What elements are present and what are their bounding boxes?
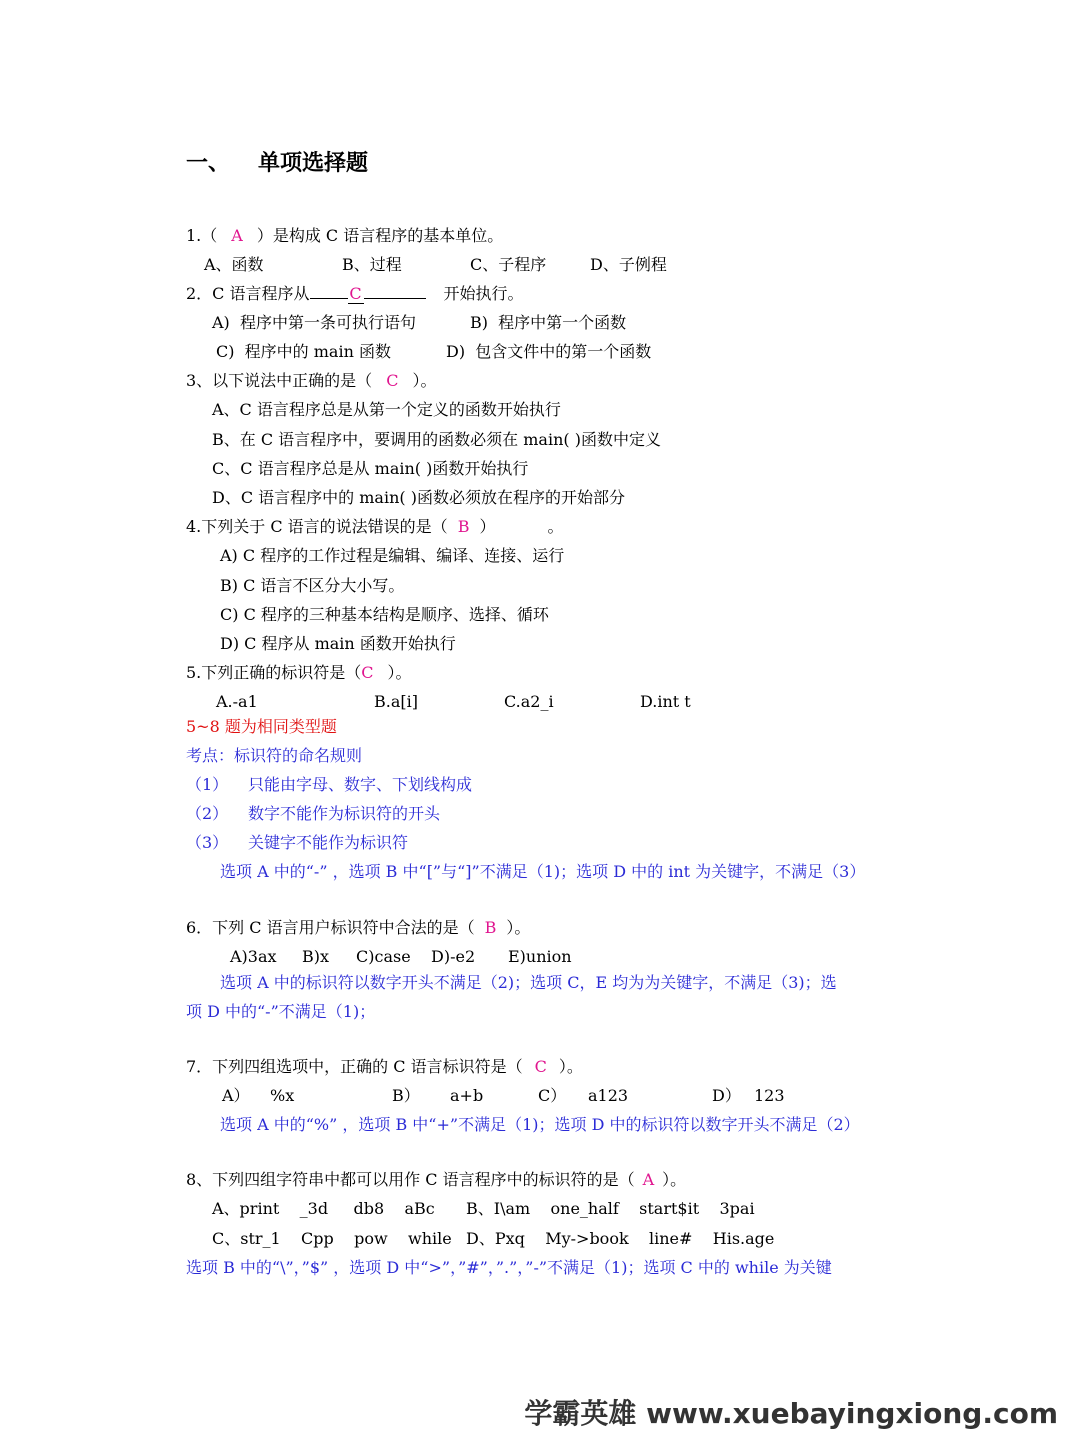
q3-option-b: B、在 C 语言程序中，要调用的函数必须在 main( )函数中定义 <box>212 430 661 449</box>
q5-option-c: C.a2_i <box>504 692 554 711</box>
q2-answer: C <box>349 284 362 303</box>
q4-option-c: C) C 程序的三种基本结构是顺序、选择、循环 <box>220 605 549 624</box>
q8-explanation: 选项 B 中的“\”，”$” ，选项 D 中“>”，”#”，”.”，”-”不满足（1)；选项 C 中的 while 为关键 <box>186 1258 832 1277</box>
q2-text: 开始执行。 <box>443 284 524 303</box>
q6-option-b: B)x <box>302 947 330 966</box>
question-2 <box>186 283 524 305</box>
q2-blank-right <box>364 298 426 299</box>
q7-answer: C <box>534 1057 547 1076</box>
q2-option-b: B) 程序中第一个函数 <box>470 313 627 332</box>
q5-answer: C <box>361 663 374 682</box>
q1-text: ）是构成 C 语言程序的基本单位。 <box>256 226 504 245</box>
q2-option-a: A) 程序中第一条可执行语句 <box>212 313 416 332</box>
q6-answer: B <box>484 918 497 937</box>
q4-prefix: 4.下列关于 C 语言的说法错误的是（ <box>186 517 448 536</box>
q6-explanation-2: 项 D 中的“-”不满足（1)； <box>186 1002 376 1021</box>
note-rule-2: （2） 数字不能作为标识符的开头 <box>186 804 441 823</box>
q5-option-a: A.-a1 <box>216 692 258 711</box>
q3-option-d: D、C 语言程序中的 main( )函数必须放在程序的开始部分 <box>212 488 625 507</box>
q7-prefix: 7．下列四组选项中，正确的 C 语言标识符是（ <box>186 1057 523 1076</box>
q7-option-a-label: A） <box>222 1086 250 1105</box>
q8-answer: A <box>642 1170 655 1189</box>
q2-option-c: C) 程序中的 main 函数 <box>216 342 391 361</box>
question-6 <box>186 917 530 939</box>
note-rule-3: （3） 关键字不能作为标识符 <box>186 833 409 852</box>
q4-close: ） <box>479 517 488 536</box>
q2-prefix: 2．C 语言程序从 <box>186 284 310 303</box>
q7-explanation: 选项 A 中的“%” ，选项 B 中“+”不满足（1)；选项 D 中的标识符以数字开头不满足（2） <box>220 1115 860 1134</box>
q6-option-a: A)3ax <box>230 947 277 966</box>
q1-option-b: B、过程 <box>342 255 402 274</box>
q6-option-d: D)-e2 <box>431 947 476 966</box>
q3-option-a: A、C 语言程序总是从第一个定义的函数开始执行 <box>212 400 561 419</box>
note-rule-1: （1） 只能由字母、数字、下划线构成 <box>186 775 473 794</box>
q7-text: ）。 <box>558 1057 583 1076</box>
q7-option-b-value: a+b <box>450 1086 484 1105</box>
q3-option-c: C、C 语言程序总是从 main( )函数开始执行 <box>212 459 529 478</box>
q7-option-d-label: D） <box>712 1086 741 1105</box>
q5-option-b: B.a[i] <box>374 692 418 711</box>
q7-option-c-label: C） <box>538 1086 567 1105</box>
q7-option-c-value: a123 <box>588 1086 629 1105</box>
q8-option-c: C、str_1 Cpp pow while <box>212 1229 452 1248</box>
question-5 <box>186 662 412 684</box>
q8-text: ）。 <box>662 1170 687 1189</box>
q3-answer: C <box>386 371 399 390</box>
q4-option-d: D) C 程序从 main 函数开始执行 <box>220 634 456 653</box>
q5-explanation: 选项 A 中的“-” ，选项 B 中“[”与“]”不满足（1)；选项 D 中的 int 为关键字，不满足（3） <box>220 862 866 881</box>
q4-tail: 。 <box>547 517 564 536</box>
q8-option-d: D、Pxq My->book line# His.age <box>466 1229 775 1248</box>
site-watermark: 学霸英雄 www.xuebayingxiong.com <box>524 1397 1058 1430</box>
q8-option-b: B、I\am one_half start$it 3pai <box>466 1199 755 1218</box>
q2-option-d: D) 包含文件中的第一个函数 <box>446 342 652 361</box>
q4-option-b: B) C 语言不区分大小写。 <box>220 576 405 595</box>
q6-explanation-1: 选项 A 中的标识符以数字开头不满足（2)；选项 C，E 均为为关键字，不满足（3)；选 <box>220 973 837 992</box>
question-7 <box>186 1056 583 1078</box>
note-point: 考点：标识符的命名规则 <box>186 746 363 765</box>
q8-option-a: A、print _3d db8 aBc <box>212 1199 435 1218</box>
q3-text: ）。 <box>412 371 437 390</box>
q4-answer: B <box>457 517 470 536</box>
question-3 <box>186 370 436 392</box>
q6-option-e: E)union <box>508 947 572 966</box>
heading-number: 一、 <box>186 151 231 176</box>
q5-option-d: D.int t <box>640 692 691 711</box>
q1-option-c: C、子程序 <box>470 255 547 274</box>
note-group: 5~8 题为相同类型题 <box>186 717 337 736</box>
heading-text: 单项选择题 <box>258 151 369 176</box>
q1-option-d: D、子例程 <box>590 255 667 274</box>
q6-text: ）。 <box>506 918 531 937</box>
question-4 <box>186 516 563 538</box>
q5-prefix: 5.下列正确的标识符是（ <box>186 663 362 682</box>
q6-option-c: C)case <box>356 947 411 966</box>
section-heading <box>186 146 368 177</box>
q6-prefix: 6．下列 C 语言用户标识符中合法的是（ <box>186 918 475 937</box>
q1-answer: A <box>231 226 243 245</box>
question-1 <box>186 225 503 247</box>
q2-blank-left <box>310 298 348 299</box>
q1-option-a: A、函数 <box>204 255 264 274</box>
q1-prefix: 1.（ <box>186 226 218 245</box>
q8-prefix: 8、下列四组字符串中都可以用作 C 语言程序中的标识符的是（ <box>186 1170 635 1189</box>
q5-text: ）。 <box>387 663 412 682</box>
q7-option-b-label: B） <box>392 1086 420 1105</box>
question-8 <box>186 1169 686 1191</box>
q7-option-a-value: %x <box>270 1086 295 1105</box>
q4-option-a: A) C 程序的工作过程是编辑、编译、连接、运行 <box>220 546 565 565</box>
q3-prefix: 3、以下说法中正确的是（ <box>186 371 373 390</box>
q7-option-d-value: 123 <box>754 1086 785 1105</box>
